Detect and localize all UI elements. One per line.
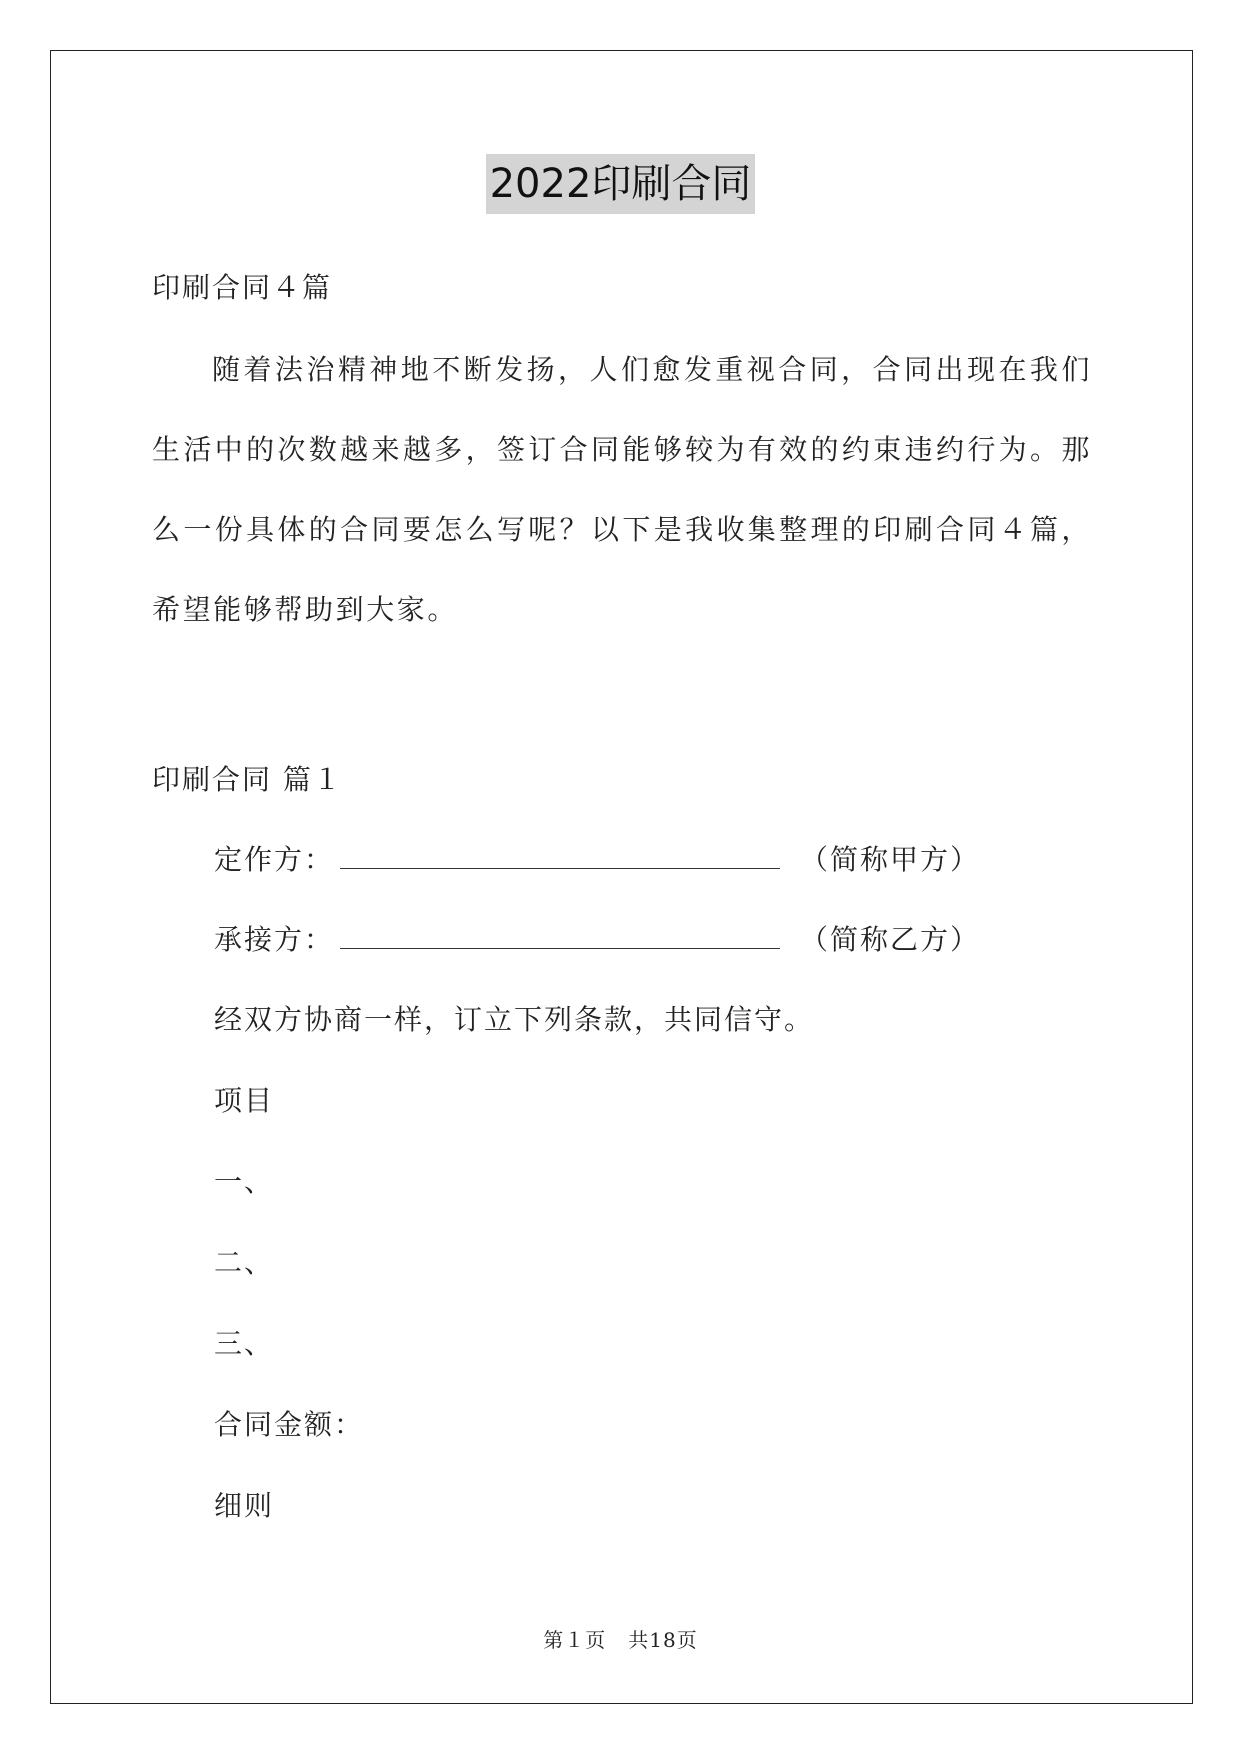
party-a-blank[interactable] — [340, 840, 780, 869]
party-a-line — [214, 840, 980, 880]
item-one: 一、 — [214, 1165, 275, 1198]
intro-paragraph: 随着法治精神地不断发扬，人们愈发重视合同，合同出现在我们生活中的次数越来越多，签订合同能够较为有效的约束违约行为。那么一份具体的合同要怎么写呢？以下是我收集整理的印刷合同４篇，希望能够帮助到大家。 — [152, 353, 1092, 626]
document-subtitle: 印刷合同４篇 — [152, 271, 333, 304]
party-a-label: 定作方： — [214, 843, 335, 876]
page-footer — [0, 1624, 1241, 1653]
party-b-blank[interactable] — [340, 920, 780, 949]
item-two: 二、 — [214, 1246, 275, 1279]
page-number: 第１页 — [543, 1628, 607, 1652]
agreement-text: 经双方协商一样，订立下列条款，共同信守。 — [214, 1003, 815, 1036]
document-title: 2022印刷合同 — [486, 154, 756, 214]
details-label: 细则 — [214, 1489, 275, 1522]
document-title-wrap — [0, 154, 1241, 214]
party-b-label: 承接方： — [214, 923, 335, 956]
party-a-note: （简称甲方） — [800, 843, 981, 876]
party-b-note: （简称乙方） — [800, 923, 981, 956]
section-heading: 印刷合同 篇１ — [152, 763, 343, 796]
party-b-line — [214, 920, 980, 960]
items-heading: 项目 — [214, 1084, 275, 1117]
item-three: 三、 — [214, 1327, 275, 1360]
contract-amount-label: 合同金额： — [214, 1408, 365, 1441]
page-total: 共18页 — [628, 1628, 698, 1652]
